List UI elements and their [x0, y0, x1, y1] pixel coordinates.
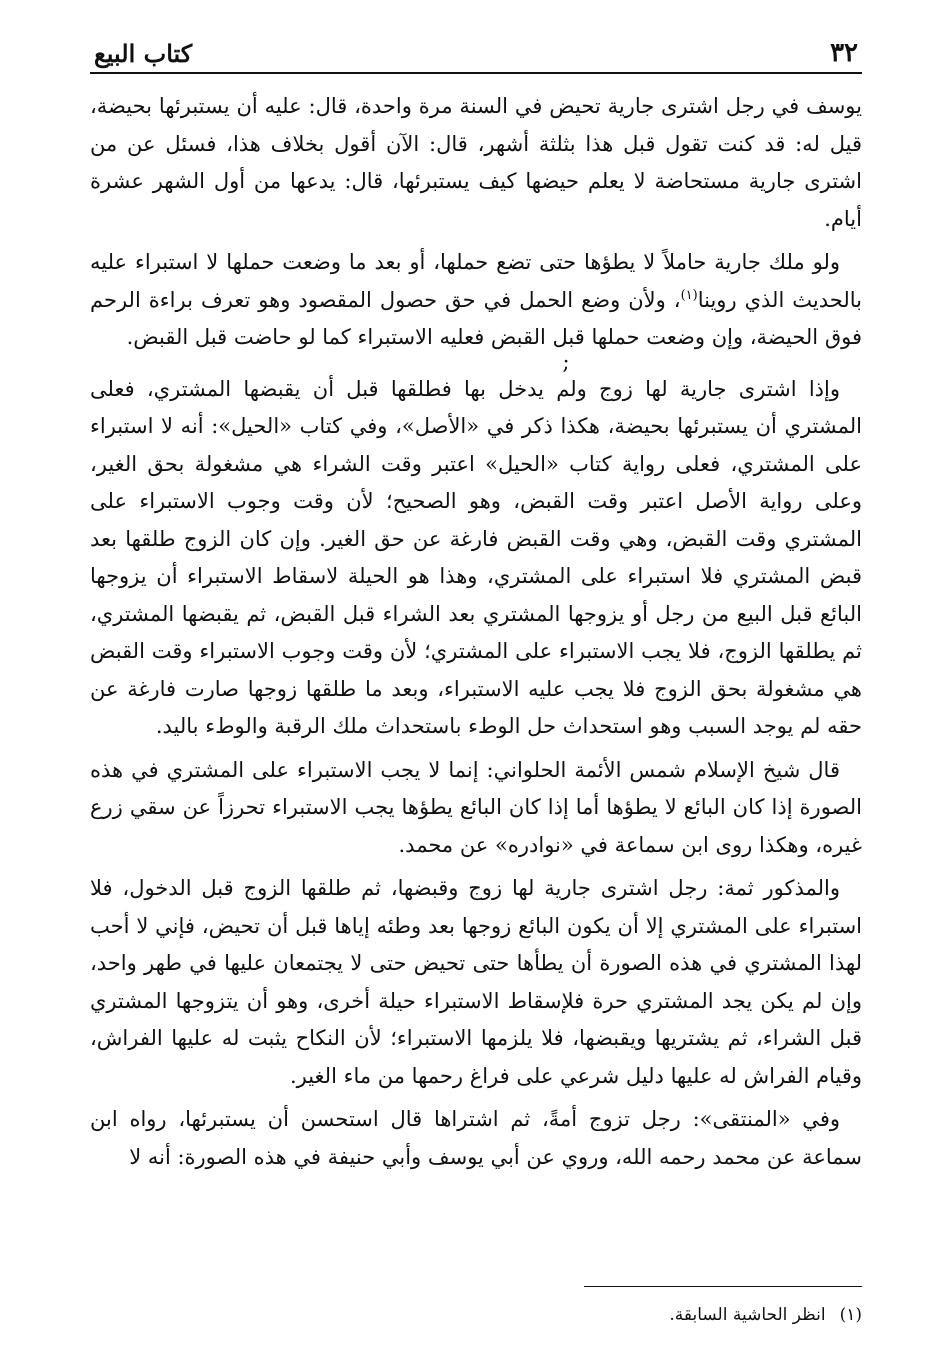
- paragraph-text: ولو ملك جارية حاملاً لا يطؤها حتى تضع حملها، أو بعد ما وضعت حملها لا استبراء عليه بالحديث الذي روينا: [90, 250, 862, 312]
- footnote-number: (١): [839, 1305, 862, 1325]
- paragraph: وإذا اشترى جارية لها زوج ولم يدخل بها فطلقها قبل أن يقبضها المشتري، فعلى المشتري أن يستبرئها بحيضة، هكذا ذكر في «الأصل»، وفي كتاب «الحيل»: أنه لا استبراء على المشتري، فعلى رواية كتاب «الحيل» اعتبر وقت الشراء هي مشغولة بحق الغير، وعلى رواية الأصل اعتبر وقت القبض، وهو الصحيح؛ لأن وقت وجوب الاستبراء على المشتري وقت القبض، وهي وقت القبض فارغة عن حق الغير. وإن كان الزوج طلقها بعد قبض المشتري فلا استبراء على المشتري، وهذا هو الحيلة لاسقاط الاستبراء أن يزوجها البائع قبل البيع من رجل أو يزوجها المشتري بعد الشراء قبل القبض، ثم يقبضها المشتري، ثم يطلقها الزوج، فلا يجب الاستبراء على المشتري؛ لأن وقت وجوب الاستبراء وقت القبض هي مشغولة بحق الزوج فلا يجب عليه الاستبراء، وبعد ما طلقها زوجها صارت فارغة عن حقه لم يوجد السبب وهو استحداث حل الوطء باستحداث ملك الرقبة والوطء باليد.: [90, 376, 862, 738]
- book-page: [90, 30, 862, 1350]
- paragraph: [90, 244, 862, 357]
- page-header: [90, 30, 862, 74]
- footnote-divider: [584, 1286, 862, 1287]
- paragraph: والمذكور ثمة: رجل اشترى جارية لها زوج وقبضها، ثم طلقها الزوج قبل الدخول، فلا استبراء على المشتري إلا أن يكون البائع زوجها بعد وطئه إياها قبل أن تحيض، فإني لا أحب لهذا المشتري في هذه الصورة أن يطأها حتى تحيض حتى لا يجتمعان عليها في طهر واحد، وإن لم يكن يجد المشتري حرة فلإسقاط الاستبراء حيلة أخرى، وهو أن يتزوجها المشتري قبل الشراء، ثم يشتريها ويقبضها، فلا يلزمها الاستبراء؛ لأن النكاح يثبت له عليها الفراش، وقيام الفراش له عليها دليل شرعي على فراغ رحمها من ماء الغير.: [90, 876, 862, 1088]
- paragraph-text: ، ولأن وضع الحمل في حق حصول المقصود وهو تعرف براءة الرحم فوق الحيضة، وإن وضعت حملها قبل القبض فعليه الاستبراء كما لو حاضت قبل القبض.: [90, 287, 862, 349]
- page-number: ٣٢: [830, 38, 858, 68]
- footnote-text: انظر الحاشية السابقة.: [669, 1305, 826, 1325]
- paragraph: يوسف في رجل اشترى جارية تحيض في السنة مرة واحدة، قال: عليه أن يستبرئها بحيضة، قيل له: قد كنت تقول قبل هذا بثلثة أشهر، قال: الآن أقول بخلاف هذا، فسئل عن من اشترى جارية مستحاضة لا يعلم حيضها كيف يستبرئها، قال: يدعها من أول الشهر عشرة أيام.: [90, 94, 862, 231]
- paragraph: وفي «المنتقى»: رجل تزوج أمةً، ثم اشتراها قال استحسن أن يستبرئها، رواه ابن سماعة عن محمد رحمه الله، وروي عن أبي يوسف وأبي حنيفة في هذه الصورة: أنه لا: [90, 1107, 862, 1169]
- main-text: [90, 88, 862, 1176]
- running-title: كتاب البيع: [94, 39, 193, 68]
- footnote: [669, 1302, 862, 1328]
- paragraph: قال شيخ الإسلام شمس الأئمة الحلواني: إنما لا يجب الاستبراء على المشتري في هذه الصورة إذا كان البائع لا يطؤها أما إذا كان البائع يطؤها يجب الاستبراء تحرزاً عن سقي زرع غيره، وهكذا روى ابن سماعة في «نوادره» عن محمد.: [90, 757, 862, 857]
- stray-mark: ;: [562, 349, 570, 374]
- footnote-reference[interactable]: (١): [680, 287, 698, 303]
